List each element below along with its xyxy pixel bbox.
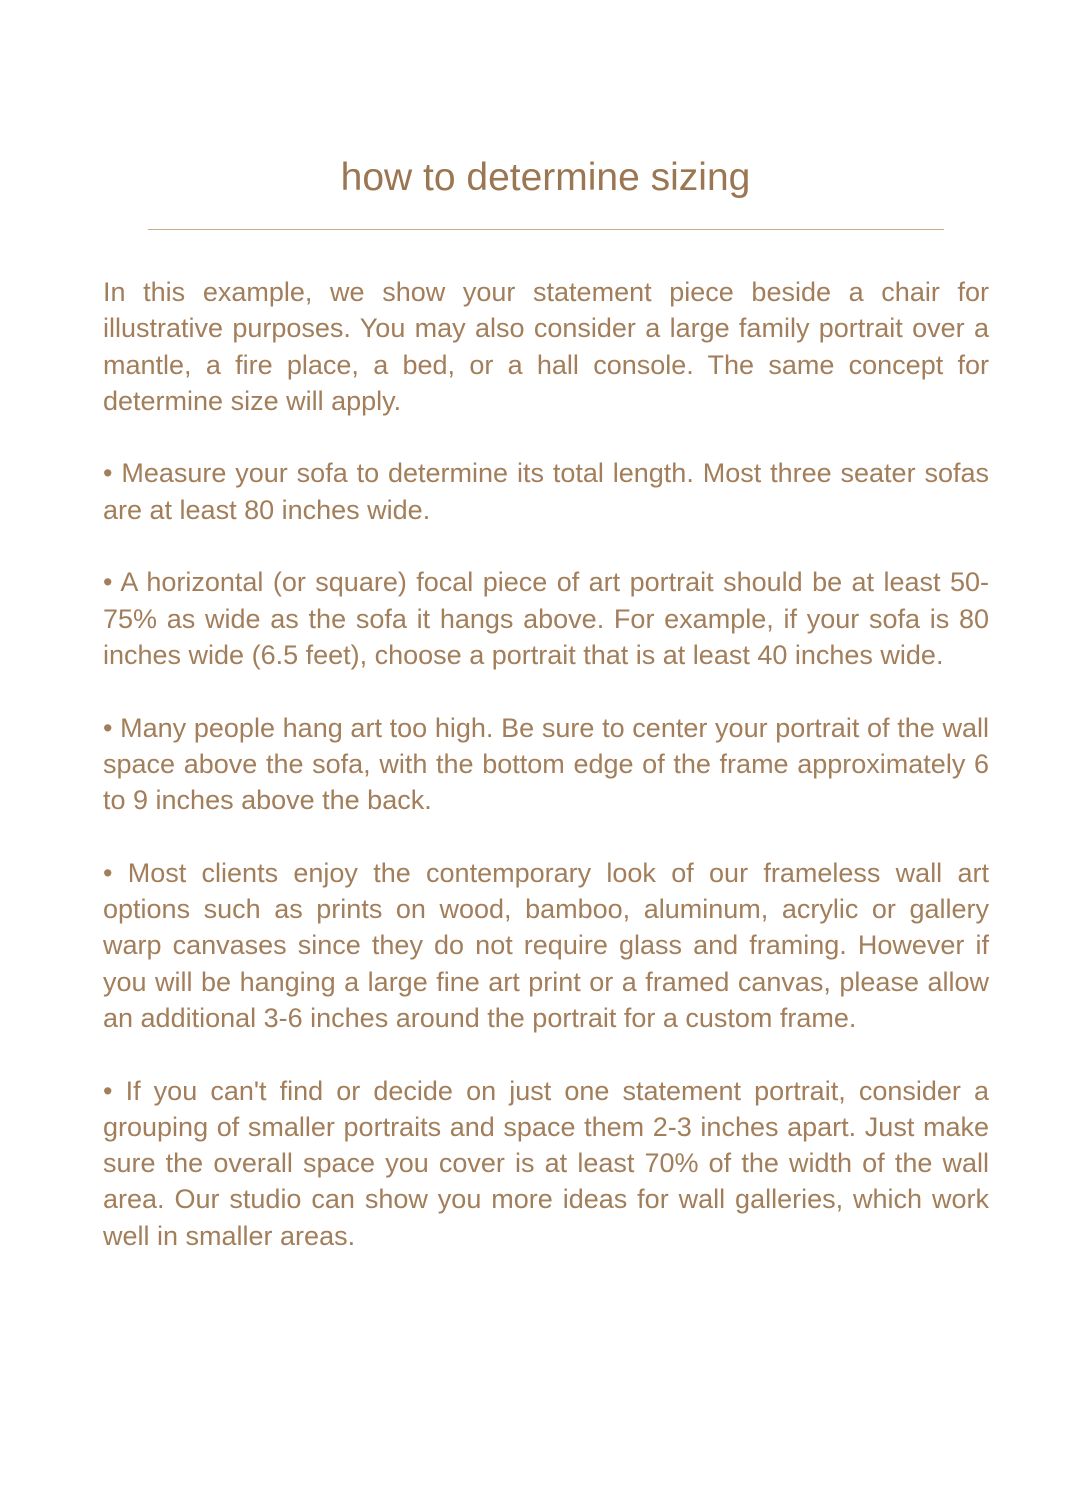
body-text <box>103 274 989 1254</box>
bullet-measure-sofa: • Measure your sofa to determine its total length. Most three seater sofas are at least 80 inches wide. <box>103 458 989 525</box>
title-divider <box>148 229 944 230</box>
bullet-frameless-options: • Most clients enjoy the contemporary look of our frameless wall art options such as prints on wood, bamboo, aluminum, acrylic or gallery warp canvases since they do not require glass and framing. However if you will be hanging a large fine art print or a framed canvas, please allow an additional 3-6 inches around the portrait for a custom frame. <box>103 857 989 1033</box>
bullet-hang-height: • Many people hang art too high. Be sure to center your portrait of the wall space above the sofa, with the bottom edge of the frame approximately 6 to 9 inches above the back. <box>103 712 989 816</box>
bullet-horizontal-piece: • A horizontal (or square) focal piece of art portrait should be at least 50-75% as wide as the sofa it hangs above. For example, if your sofa is 80 inches wide (6.5 feet), choose a portrait that is at least 40 inches wide. <box>103 567 989 670</box>
bullet-grouping: • If you can't find or decide on just one statement portrait, consider a grouping of smaller portraits and space them 2-3 inches apart. Just make sure the overall space you cover is at least 70% of the width of the wall area. Our studio can show you more ideas for wall galleries, which work well in smaller areas. <box>103 1075 989 1251</box>
page-title: how to determine sizing <box>340 156 751 199</box>
intro-paragraph: In this example, we show your statement piece beside a chair for illustrative purposes. You may also consider a large family portrait over a mantle, a fire place, a bed, or a hall console. The same concept for determine size will apply. <box>103 277 989 416</box>
